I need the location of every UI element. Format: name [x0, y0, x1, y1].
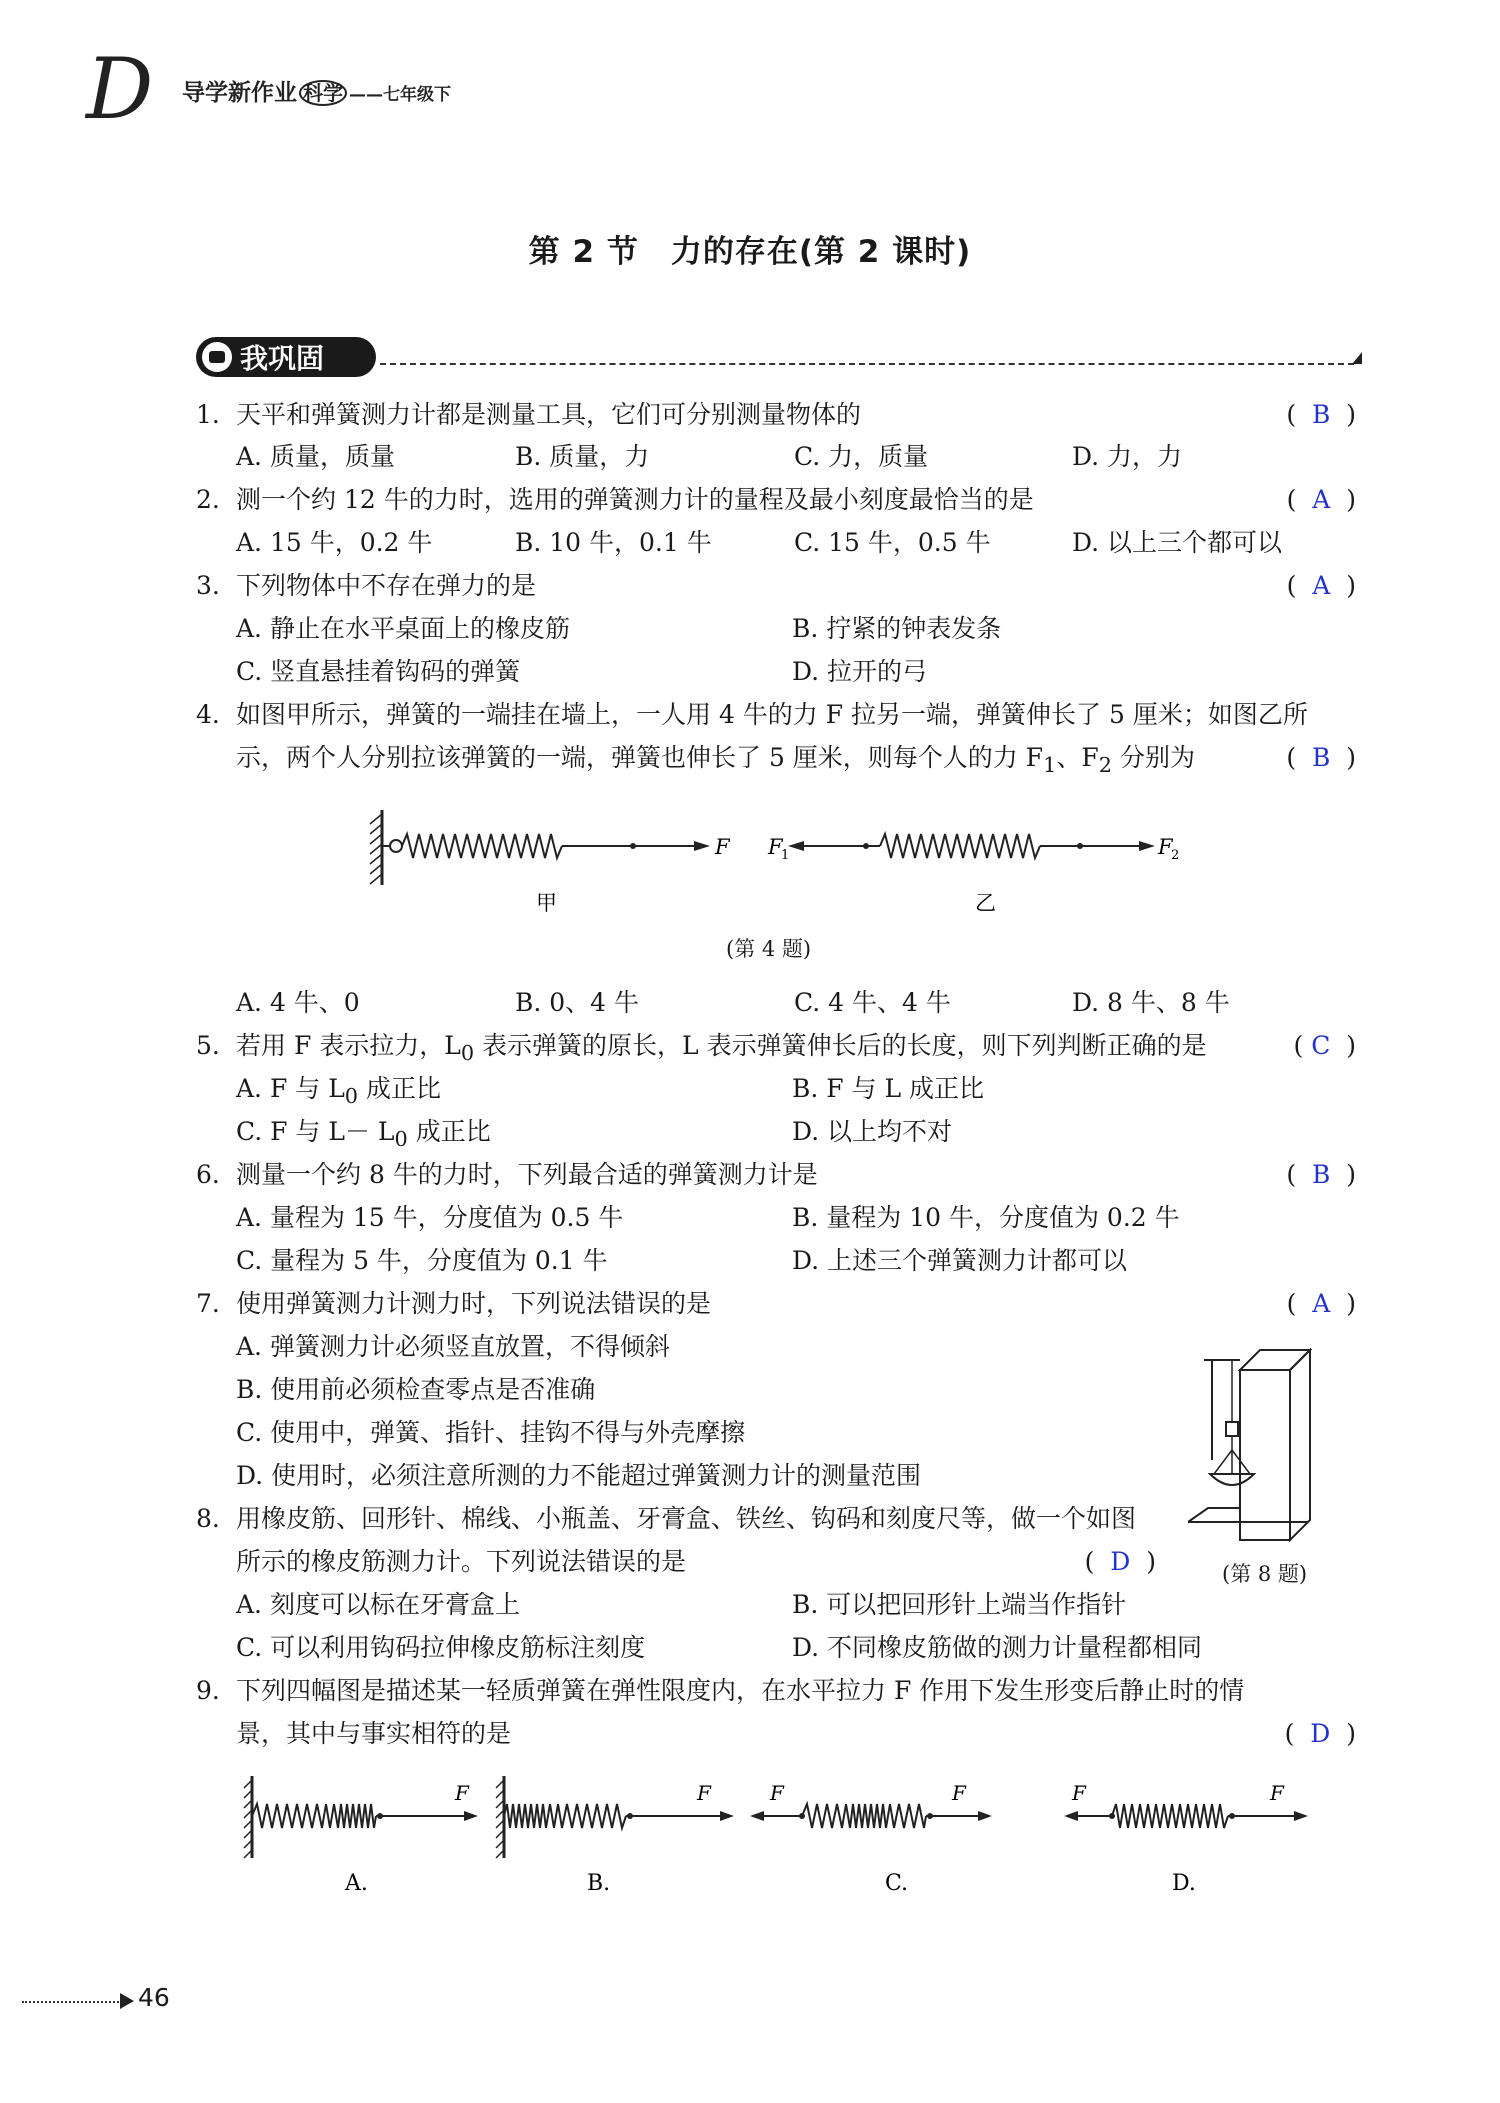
answer-8: ( D )	[1084, 1547, 1156, 1576]
question-5: 5. 若用 F 表示拉力，$L_0$ 表示弹簧的原长，L 表示弹簧伸长后的长度，则下列判断正确的是 ( C )	[196, 1026, 1356, 1066]
svg-text:1: 1	[781, 848, 790, 863]
answer-3: ( A )	[1286, 571, 1356, 600]
figure-9d-label: D.	[1172, 1871, 1196, 1896]
page-title: 第 2 节 力的存在(第 2 课时)	[528, 234, 972, 270]
options-6a: A. 量程为 15 牛，分度值为 0.5 牛 B. 量程为 10 牛，分度值为 0.2 牛	[236, 1203, 1180, 1232]
options-5a: A. F 与 $L_0$ 成正比 B. F 与 L 成正比	[236, 1074, 985, 1108]
answer-5: ( C )	[1293, 1031, 1356, 1060]
force-arrow-a	[694, 841, 710, 851]
section-divider	[380, 363, 1354, 365]
question-9: 9. 下列四幅图是描述某一轻质弹簧在弹性限度内，在水平拉力 F 作用下发生形变后静止时的情	[196, 1676, 1245, 1705]
options-6b: C. 量程为 5 牛，分度值为 0.1 牛 D. 上述三个弹簧测力计都可以	[236, 1246, 1128, 1275]
series-name: 导学新作业	[182, 80, 297, 106]
footer-dots	[22, 2001, 122, 2003]
options-8b: C. 可以利用钩码拉伸橡皮筋标注刻度 D. 不同橡皮筋做的测力计量程都相同	[236, 1633, 1203, 1662]
running-header: 导学新作业 科学 ——七年级下	[182, 80, 451, 106]
figure-9c	[750, 1781, 992, 1896]
figure-9a-label: A.	[345, 1871, 368, 1896]
options-1: A. 质量，质量 B. 质量，力 C. 力，质量 D. 力，力	[236, 442, 1183, 471]
force2-label: F	[1158, 835, 1173, 859]
figure-q8	[1188, 1340, 1358, 1550]
section-label: 我巩固	[240, 342, 325, 375]
force1-label: F	[768, 835, 783, 859]
caption-q4: (第 4 题)	[726, 937, 812, 961]
question-1: 1. 天平和弹簧测力计都是测量工具，它们可分别测量物体的 ( B )	[196, 395, 1356, 435]
question-8-line2: 所示的橡皮筋测力计。下列说法错误的是 ( D )	[236, 1542, 1156, 1582]
answer-4: ( B )	[1286, 743, 1356, 772]
options-8a: A. 刻度可以标在牙膏盒上 B. 可以把回形针上端当作指针	[236, 1590, 1127, 1619]
svg-text:F: F	[697, 1781, 711, 1805]
printer-icon	[202, 342, 232, 372]
figure-label-jia: 甲	[536, 891, 557, 915]
figure-9b	[496, 1776, 734, 1896]
section-banner	[196, 337, 376, 377]
answer-7: ( A )	[1286, 1289, 1356, 1318]
svg-text:F: F	[1270, 1781, 1284, 1805]
answer-6: ( B )	[1286, 1160, 1356, 1189]
figure-9b-label: B.	[587, 1871, 611, 1896]
option-7d: D. 使用时，必须注意所测的力不能超过弹簧测力计的测量范围	[236, 1461, 922, 1490]
answer-9: ( D )	[1284, 1719, 1356, 1748]
figure-q4	[360, 800, 1200, 930]
wall	[370, 810, 382, 885]
svg-text:F: F	[1072, 1781, 1086, 1805]
svg-text:2: 2	[1171, 848, 1180, 863]
footer-arrow-icon	[120, 1993, 134, 2009]
figure-9c-label: C.	[885, 1871, 909, 1896]
question-9-line2: 景，其中与事实相符的是 ( D )	[236, 1714, 1356, 1754]
series-logo	[82, 48, 182, 138]
subject-badge: 科学	[299, 80, 347, 106]
option-7a: A. 弹簧测力计必须竖直放置，不得倾斜	[236, 1332, 670, 1361]
options-5b: C. F 与 $L- L_0$ 成正比 D. 以上均不对	[236, 1117, 953, 1151]
svg-text:F: F	[952, 1781, 966, 1805]
divider-end-mark	[1352, 352, 1362, 364]
options-3b: C. 竖直悬挂着钩码的弹簧 D. 拉开的弓	[236, 657, 928, 686]
svg-text:F: F	[455, 1781, 469, 1805]
question-3: 3. 下列物体中不存在弹力的是 ( A )	[196, 566, 1356, 606]
grade-label: 七年级下	[383, 85, 451, 105]
figure-9a	[244, 1776, 478, 1896]
force-label-a: F	[715, 835, 730, 859]
question-6: 6. 测量一个约 8 牛的力时，下列最合适的弹簧测力计是 ( B )	[196, 1155, 1356, 1195]
question-4: 4. 如图甲所示，弹簧的一端挂在墙上，一人用 4 牛的力 F 拉另一端，弹簧伸长了 5 厘米；如图乙所	[196, 700, 1308, 729]
page-number: 46	[138, 1983, 170, 2012]
question-7: 7. 使用弹簧测力计测力时，下列说法错误的是 ( A )	[196, 1284, 1356, 1324]
figure-q9	[240, 1770, 1320, 1900]
answer-2: ( A )	[1286, 485, 1356, 514]
options-3a: A. 静止在水平桌面上的橡皮筋 B. 拧紧的钟表发条	[236, 614, 1002, 643]
spring-b	[880, 834, 1040, 858]
answer-1: ( B )	[1286, 400, 1356, 429]
options-2: A. 15 牛，0.2 牛 B. 10 牛，0.1 牛 C. 15 牛，0.5 牛 D. 以上三个都可以	[236, 528, 1283, 557]
figure-label-yi: 乙	[975, 891, 996, 915]
question-2: 2. 测一个约 12 牛的力时，选用的弹簧测力计的量程及最小刻度最恰当的是 ( A )	[196, 480, 1356, 520]
options-4: A. 4 牛、0 B. 0、4 牛 C. 4 牛、4 牛 D. 8 牛、8 牛	[236, 988, 1230, 1017]
option-7b: B. 使用前必须检查零点是否准确	[236, 1375, 596, 1404]
spring-a	[402, 834, 562, 858]
caption-q8: (第 8 题)	[1222, 1562, 1308, 1586]
logo-letter: D	[86, 48, 154, 138]
svg-text:F: F	[770, 1781, 784, 1805]
option-7c: C. 使用中，弹簧、指针、挂钩不得与外壳摩擦	[236, 1418, 746, 1447]
question-4-line2: 示，两个人分别拉该弹簧的一端，弹簧也伸长了 5 厘米，则每个人的力 $F_1$、$F_2$ 分别为 ( B )	[236, 738, 1356, 778]
figure-9d	[1064, 1781, 1308, 1896]
question-8: 8. 用橡皮筋、回形针、棉线、小瓶盖、牙膏盒、铁丝、钩码和刻度尺等，做一个如图	[196, 1504, 1137, 1533]
